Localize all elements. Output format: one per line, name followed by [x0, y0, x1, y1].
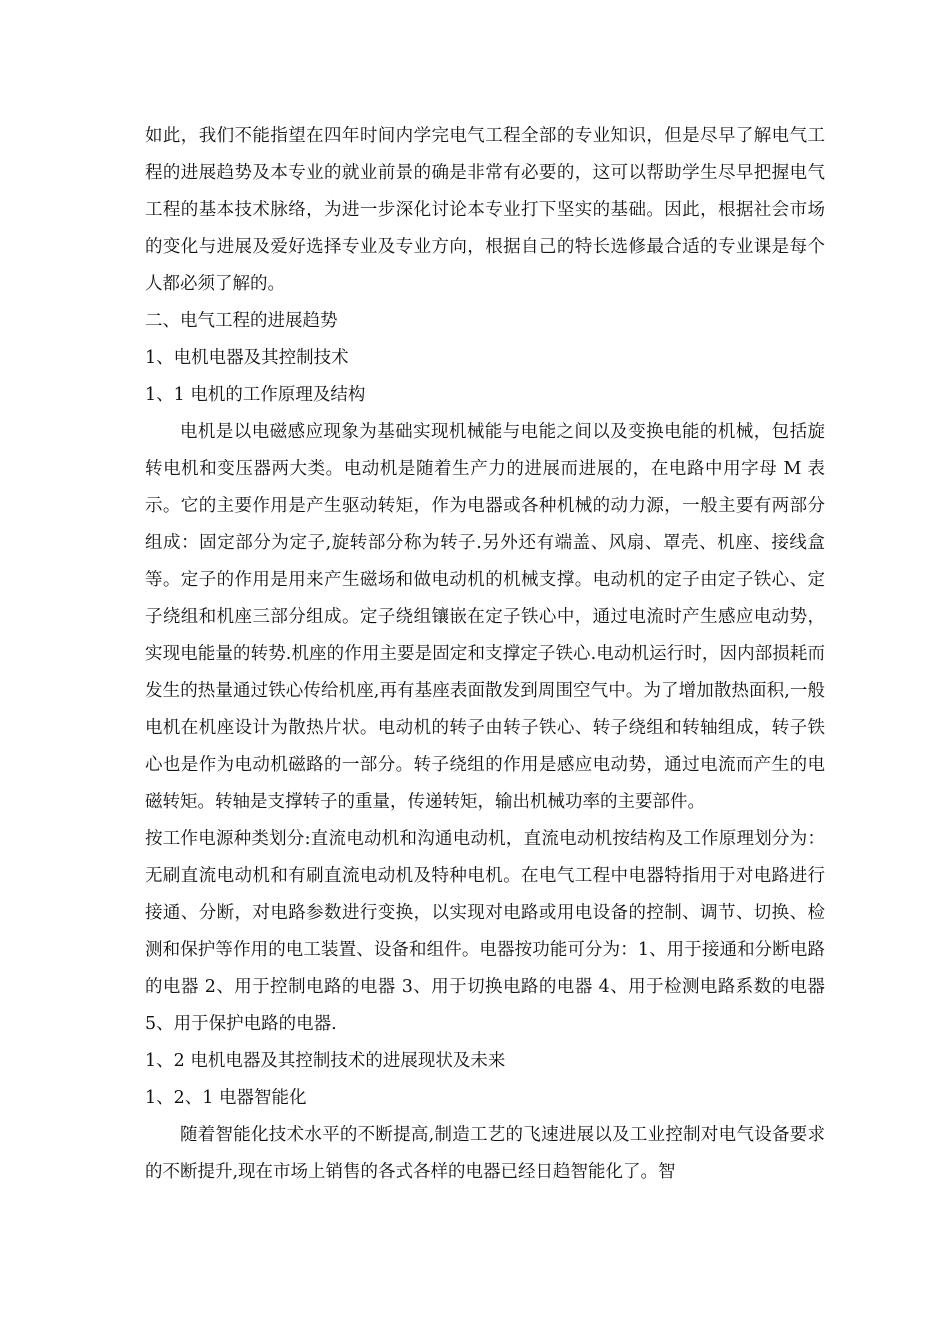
motor-principle-paragraph: 电机是以电磁感应现象为基础实现机械能与电能之间以及变换电能的机械，包括旋转电机和变压器两大类。电动机是随着生产力的进展而进展的，在电路中用字母 M 表示。它的主要作用是产生驱动转矩，作为电器或各种机械的动力源，一般主要有两部分组成：固定部分为定子,旋转部分称为转子.另外还有端盖、风扇、罩壳、机座、接线盒等。定子的作用是用来产生磁场和做电动机的机械支撑。电动机的定子由定子铁心、定子绕组和机座三部分组成。定子绕组镶嵌在定子铁心中，通过电流时产生感应电动势，实现电能量的转势.机座的作用主要是固定和支撑定子铁心.电动机运行时，因内部损耗而发生的热量通过铁心传给机座,再有基座表面散发到周围空气中。为了增加散热面积,一般电机在机座设计为散热片状。电动机的转子由转子铁心、转子绕组和转轴组成，转子铁心也是作为电动机磁路的一部分。转子绕组的作用是感应电动势，通过电流而产生的电磁转矩。转轴是支撑转子的重量，传递转矩，输出机械功率的主要部件。: [145, 422, 825, 812]
subsection-heading-intelligent: 1、2、1 电器智能化: [145, 1088, 307, 1108]
subsection-heading-motor-control: 1、电机电器及其控制技术: [145, 348, 349, 368]
intelligent-paragraph: 随着智能化技术水平的不断提高,制造工艺的飞速进展以及工业控制对电气设备要求的不断提升,现在市场上销售的各式各样的电器已经日趋智能化了。智: [145, 1125, 825, 1182]
subsection-heading-motor-principle: 1、1 电机的工作原理及结构: [145, 385, 366, 405]
subsection-heading-status-future: 1、2 电机电器及其控制技术的进展现状及未来: [145, 1051, 506, 1071]
motor-classification-paragraph: 按工作电源种类划分:直流电动机和沟通电动机，直流电动机按结构及工作原理划分为：无刷直流电动机和有刷直流电动机及特种电机。在电气工程中电器特指用于对电路进行接通、分断，对电路参数进行变换，以实现对电路或用电设备的控制、调节、切换、检测和保护等作用的电工装置、设备和组件。电器按功能可分为：1、用于接通和分断电路的电器 2、用于控制电路的电器 3、用于切换电路的电器 4、用于检测电路系数的电器 5、用于保护电路的电器.: [145, 829, 825, 1034]
document-page: [145, 118, 825, 1191]
section-heading-trends: 二、电气工程的进展趋势: [145, 311, 338, 331]
intro-paragraph: 如此，我们不能指望在四年时间内学完电气工程全部的专业知识，但是尽早了解电气工程的进展趋势及本专业的就业前景的确是非常有必要的，这可以帮助学生尽早把握电气工程的基本技术脉络，为进一步深化讨论本专业打下坚实的基础。因此，根据社会市场的变化与进展及爱好选择专业及专业方向，根据自己的特长选修最合适的专业课是每个人都必须了解的。: [145, 126, 825, 294]
